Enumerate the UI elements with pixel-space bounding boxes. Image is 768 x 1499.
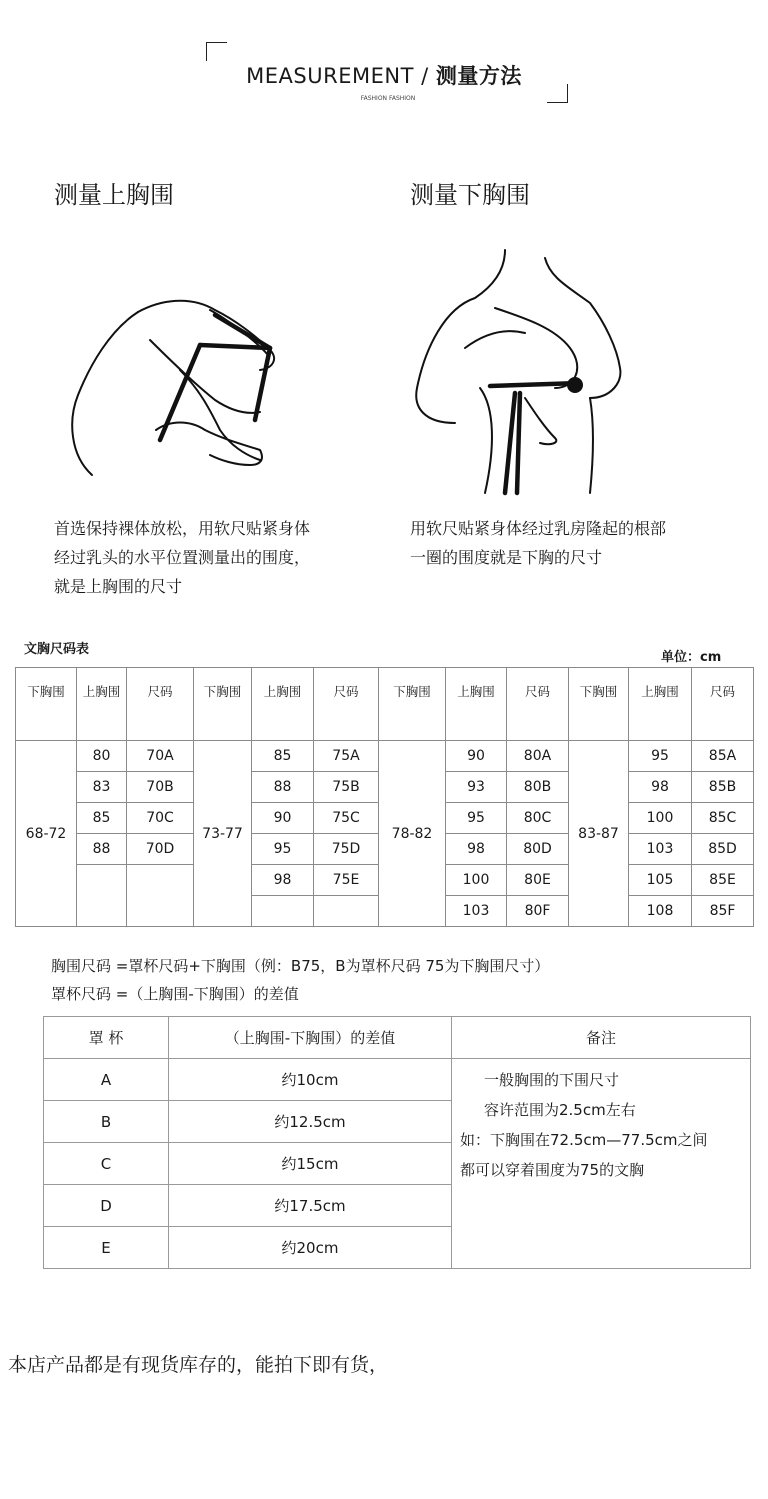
table-cell: 88 xyxy=(77,834,127,865)
page-title xyxy=(0,60,768,90)
header-cell: 上胸围 xyxy=(77,668,127,741)
remark-line: 都可以穿着围度为75的文胸 xyxy=(460,1161,645,1179)
remark-line: 一般胸围的下围尺寸 xyxy=(484,1071,620,1089)
table-cell: 105 xyxy=(629,865,692,896)
difference-cell: 约20cm xyxy=(169,1227,452,1269)
table-cell: 75B xyxy=(314,772,379,803)
table-cell: 103 xyxy=(629,834,692,865)
header-cell: 下胸围 xyxy=(569,668,629,741)
upper-desc-line: 经过乳头的水平位置测量出的围度， xyxy=(54,548,311,567)
table-cell: 95 xyxy=(252,834,314,865)
table-cell xyxy=(314,896,379,927)
table-cell: 85 xyxy=(252,741,314,772)
under-bust-title: 测量下胸围 xyxy=(410,181,530,209)
table-cell: 80D xyxy=(507,834,569,865)
table-cell: 85 xyxy=(77,803,127,834)
table-cell: 103 xyxy=(446,896,507,927)
cup-difference-note: 罩杯尺码 =（上胸围-下胸围）的差值 xyxy=(51,985,299,1003)
table-cell xyxy=(127,865,194,927)
remark-cell xyxy=(452,1059,751,1269)
header-cell: 上胸围 xyxy=(629,668,692,741)
cup-cell: D xyxy=(44,1185,169,1227)
table-cell: 90 xyxy=(252,803,314,834)
under-bust-illustration xyxy=(405,248,635,498)
header-cell: 尺码 xyxy=(507,668,569,741)
table-cell: 80 xyxy=(77,741,127,772)
under-range-cell: 73-77 xyxy=(194,741,252,927)
header-cell: 罩 杯 xyxy=(44,1017,169,1059)
table-cell: 75D xyxy=(314,834,379,865)
title-en: MEASUREMENT / xyxy=(246,64,429,88)
table-cell: 85B xyxy=(692,772,754,803)
under-range-cell: 78-82 xyxy=(379,741,446,927)
table-cell: 95 xyxy=(629,741,692,772)
header-cell: 上胸围 xyxy=(446,668,507,741)
cup-table-header-row xyxy=(44,1017,751,1059)
formula-note: 胸围尺码 =罩杯尺码+下胸围（例：B75，B为罩杯尺码 75为下胸围尺寸） xyxy=(51,957,550,975)
table-cell: 93 xyxy=(446,772,507,803)
table-cell xyxy=(252,896,314,927)
difference-cell: 约10cm xyxy=(169,1059,452,1101)
table-cell: 85C xyxy=(692,803,754,834)
size-table-header-row xyxy=(16,668,754,741)
stock-note: 本店产品都是有现货库存的，能拍下即有货， xyxy=(8,1354,389,1376)
table-cell xyxy=(77,865,127,927)
title-cn: 测量方法 xyxy=(435,64,522,88)
upper-bust-illustration xyxy=(60,270,300,480)
header-cell: 尺码 xyxy=(692,668,754,741)
header-cell: 下胸围 xyxy=(16,668,77,741)
table-cell: 70D xyxy=(127,834,194,865)
cup-cell: A xyxy=(44,1059,169,1101)
table-row xyxy=(16,741,754,772)
size-table-title: 文胸尺码表 xyxy=(24,642,90,657)
upper-desc-line: 就是上胸围的尺寸 xyxy=(54,577,183,596)
table-cell: 80A xyxy=(507,741,569,772)
header-cell: 下胸围 xyxy=(379,668,446,741)
remark-line: 如：下胸围在72.5cm—77.5cm之间 xyxy=(460,1131,708,1149)
header-cell: 备注 xyxy=(452,1017,751,1059)
table-cell: 100 xyxy=(629,803,692,834)
table-cell: 85A xyxy=(692,741,754,772)
table-cell: 85D xyxy=(692,834,754,865)
corner-bracket-top-left xyxy=(206,42,227,61)
cup-cell: B xyxy=(44,1101,169,1143)
header-cell: 上胸围 xyxy=(252,668,314,741)
table-cell: 70B xyxy=(127,772,194,803)
size-table xyxy=(15,667,754,927)
header-cell: 尺码 xyxy=(314,668,379,741)
table-cell: 80E xyxy=(507,865,569,896)
table-cell: 70A xyxy=(127,741,194,772)
table-cell: 95 xyxy=(446,803,507,834)
table-cell: 75A xyxy=(314,741,379,772)
difference-cell: 约15cm xyxy=(169,1143,452,1185)
under-bust-description xyxy=(410,514,666,572)
under-range-cell: 68-72 xyxy=(16,741,77,927)
under-desc-line: 用软尺贴紧身体经过乳房隆起的根部 xyxy=(410,519,667,538)
table-cell: 80B xyxy=(507,772,569,803)
table-cell: 100 xyxy=(446,865,507,896)
table-cell: 75C xyxy=(314,803,379,834)
table-row xyxy=(44,1059,751,1101)
cup-cell: E xyxy=(44,1227,169,1269)
remark-line: 容许范围为2.5cm左右 xyxy=(484,1101,636,1119)
upper-bust-title: 测量上胸围 xyxy=(54,181,174,209)
upper-desc-line: 首选保持裸体放松，用软尺贴紧身体 xyxy=(54,519,311,538)
table-cell: 98 xyxy=(629,772,692,803)
table-cell: 85E xyxy=(692,865,754,896)
table-cell: 85F xyxy=(692,896,754,927)
upper-bust-description xyxy=(54,514,310,601)
size-table-unit: 单位：cm xyxy=(661,650,722,665)
table-cell: 108 xyxy=(629,896,692,927)
table-cell: 80F xyxy=(507,896,569,927)
table-cell: 83 xyxy=(77,772,127,803)
cup-table xyxy=(43,1016,751,1269)
table-cell: 98 xyxy=(252,865,314,896)
difference-cell: 约17.5cm xyxy=(169,1185,452,1227)
table-cell: 90 xyxy=(446,741,507,772)
under-desc-line: 一圈的围度就是下胸的尺寸 xyxy=(410,548,603,567)
header-cell: 下胸围 xyxy=(194,668,252,741)
header-cell: （上胸围-下胸围）的差值 xyxy=(169,1017,452,1059)
table-cell: 80C xyxy=(507,803,569,834)
table-cell: 70C xyxy=(127,803,194,834)
table-cell: 75E xyxy=(314,865,379,896)
cup-cell: C xyxy=(44,1143,169,1185)
page-subtitle: FASHION FASHION xyxy=(360,95,416,102)
table-cell: 88 xyxy=(252,772,314,803)
table-cell: 98 xyxy=(446,834,507,865)
header-cell: 尺码 xyxy=(127,668,194,741)
under-range-cell: 83-87 xyxy=(569,741,629,927)
difference-cell: 约12.5cm xyxy=(169,1101,452,1143)
